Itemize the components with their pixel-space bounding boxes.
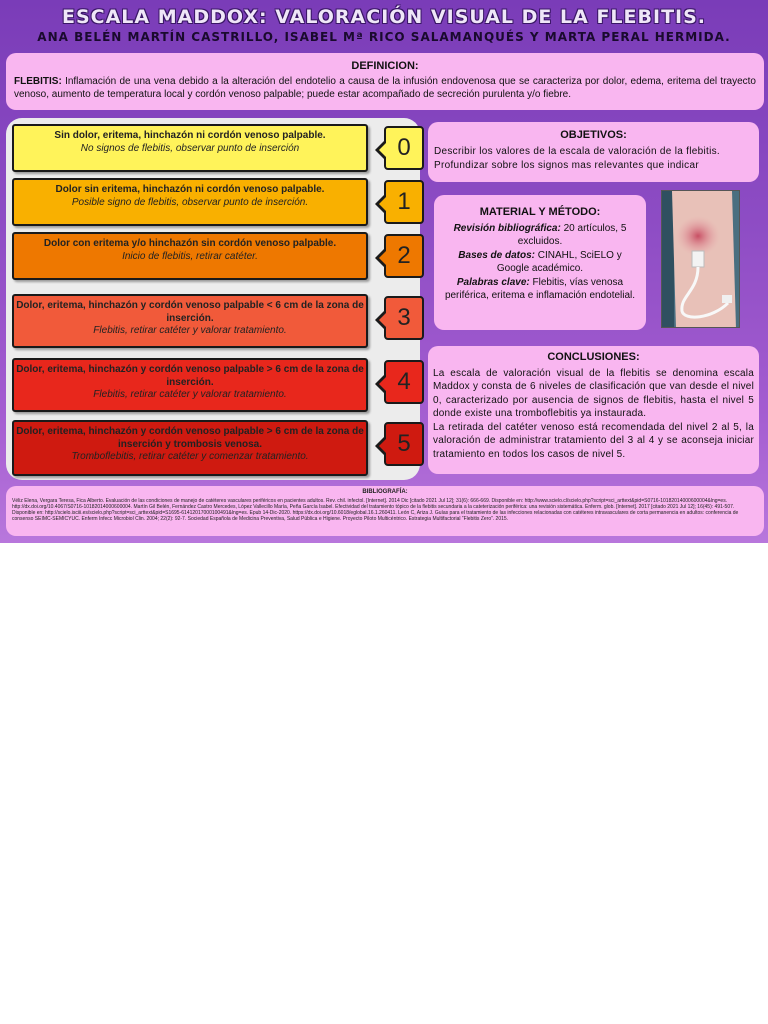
scale-action: No signos de flebitis, observar punto de inserción	[80, 142, 300, 154]
scale-bar	[12, 294, 368, 348]
scale-description: Dolor sin eritema, hinchazón ni cordón venoso palpable.	[55, 184, 325, 195]
scale-bar	[12, 420, 368, 476]
scale-row-0	[12, 120, 414, 176]
methods-databases	[442, 249, 638, 276]
scale-row-5	[12, 416, 414, 472]
methods-heading: MATERIAL Y MÉTODO:	[479, 206, 601, 218]
bibliography-heading: BIBLIOGRAFÍA:	[362, 489, 408, 495]
scale-description: Sin dolor, eritema, hinchazón ni cordón venoso palpable.	[54, 130, 326, 141]
conclusions-panel	[428, 346, 759, 474]
methods-review	[442, 222, 638, 249]
scale-row-2	[12, 228, 414, 284]
scale-bar	[12, 232, 368, 280]
objectives-heading: OBJETIVOS:	[560, 129, 627, 141]
definition-body: Inflamación de una vena debido a la alteración del endotelio a causa de la infusión endovenosa que se caracteriza por dolor, edema, eritema del trayecto venoso, aumento de temperatura local y cordón venoso palpable; puede estar acompañado de secreción purulenta y/o fiebre.	[14, 76, 756, 101]
scale-bar	[12, 124, 368, 172]
keywords-label: Palabras clave:	[456, 276, 530, 288]
scale-action: Inicio de flebitis, retirar catéter.	[122, 250, 258, 262]
scale-action: Flebitis, retirar catéter y valorar tratamiento.	[93, 389, 287, 400]
objectives-line-2: Profundizar sobre los signos mas relevantes que indicar	[434, 160, 699, 172]
methods-panel	[434, 195, 646, 330]
scale-description: Dolor, eritema, hinchazón y cordón venoso palpable < 6 cm de la zona de inserción.	[16, 300, 364, 324]
scale-action: Tromboflebitis, retirar catéter y comenzar tratamiento.	[71, 451, 309, 462]
maddox-scale	[6, 118, 420, 480]
phlebitis-photo	[661, 190, 740, 328]
scale-level-tab: 1	[384, 180, 424, 224]
scale-description: Dolor, eritema, hinchazón y cordón venoso palpable > 6 cm de la zona de inserción.	[16, 364, 364, 388]
conclusions-paragraph-1: La escala de valoración visual de la flebitis se denomina escala Maddox y consta de 6 niveles de clasificación que van desde el nivel 0, caracterizado por ausencia de signos de flebitis, hasta el nivel 5 donde existe una tromboflebitis ya instaurada.	[433, 367, 754, 420]
scale-action: Flebitis, retirar catéter y valorar tratamiento.	[93, 325, 287, 336]
scale-bar	[12, 358, 368, 412]
scale-bar	[12, 178, 368, 226]
review-text: 20 artículos, 5 excluidos.	[517, 222, 627, 248]
scale-level-tab: 2	[384, 234, 424, 278]
conclusions-paragraph-2: La retirada del catéter venoso está recomendada del nivel 2 al 5, la valoración de administrar tratamiento del 3 al 4 y se aconseja iniciar tratamiento en todos los casos de nivel 5.	[433, 421, 754, 460]
scale-row-3	[12, 290, 414, 346]
scale-level-tab: 3	[384, 296, 424, 340]
definition-heading: DEFINICION:	[351, 60, 419, 72]
scale-action: Posible signo de flebitis, observar punto de inserción.	[71, 196, 309, 208]
scale-description: Dolor con eritema y/o hinchazón sin cordón venoso palpable.	[43, 238, 337, 249]
scale-level-tab: 5	[384, 422, 424, 466]
poster-authors: ANA BELÉN MARTÍN CASTRILLO, ISABEL Mª RICO SALAMANQUÉS Y MARTA PERAL HERMIDA.	[37, 30, 731, 44]
bibliography-panel	[6, 486, 764, 536]
scale-row-4	[12, 354, 414, 410]
definition-term: FLEBITIS:	[14, 76, 62, 88]
databases-text: CINAHL, SciELO y Google académico.	[496, 249, 622, 275]
methods-keywords	[442, 276, 638, 303]
objectives-line-1: Describir los valores de la escala de valoración de la flebitis.	[434, 146, 720, 158]
scale-row-1	[12, 174, 414, 230]
scale-level-tab: 0	[384, 126, 424, 170]
definition-panel	[6, 53, 764, 110]
review-label: Revisión bibliográfica:	[453, 222, 561, 234]
objectives-panel	[428, 122, 759, 182]
poster-title: ESCALA MADDOX: VALORACIÓN VISUAL DE LA FLEBITIS.	[61, 6, 706, 28]
conclusions-heading: CONCLUSIONES:	[547, 351, 640, 363]
definition-text	[14, 75, 756, 101]
scale-description: Dolor, eritema, hinchazón y cordón venoso palpable > 6 cm de la zona de inserción y trombosis venosa.	[16, 426, 364, 450]
keywords-text: Flebitis, vías venosa periférica, eritema e inflamación endotelial.	[444, 276, 636, 302]
scale-level-tab: 4	[384, 360, 424, 404]
databases-label: Bases de datos:	[458, 249, 535, 261]
bibliography-text: Véliz Elena, Vergara Teresa, Fica Alberto. Evaluación de las condiciones de manejo de catéteres vasculares periféricos en pacientes adultos. Rev. chil. infectol. [Internet]. 2014 Dic [citado 2021 Jul 12]; 31(6): 666-669. Disponible en: http://www.scielo.cl/scielo.php?script=sci_arttext&pid=S0716-10182014000600004&lng=es. http://dx.doi.org/10.4067/S0716-10182014000600004. Martín Gil Belén, Fernández Castro Mercedes, López Vallecillo María, Peña García Isabel. Efectividad del tratamiento tópico de la flebitis secundaria a la cateterización periférica: una revisión sistemática. Enferm. glob. [Internet]. 2017 [citado 2021 Jul 12]; 16(45): 491-507. Disponible en: http://scielo.isciii.es/scielo.php?script=sci_arttext&pid=S1695-61412017000100491&lng=es. Epub 14-Dic-2020. https://dx.doi.org/10.6018/eglobal.16.1.260411. León C, Ariza J. Guías para el tratamiento de las infecciones relacionadas con catéteres intravasculares de corta permanencia en adultos: conferencia de consenso SEIMC-SEMICYUC. Enferm Infecc Microbiol Clin. 2004; 22(2): 92-7. Sociedad Española de Medicina Preventiva, Salud Pública e Higiene. Proyecto Piloto Multicéntrico. Estrategia Multifactorial “Flebitis Zero”. 2015.	[12, 497, 739, 523]
